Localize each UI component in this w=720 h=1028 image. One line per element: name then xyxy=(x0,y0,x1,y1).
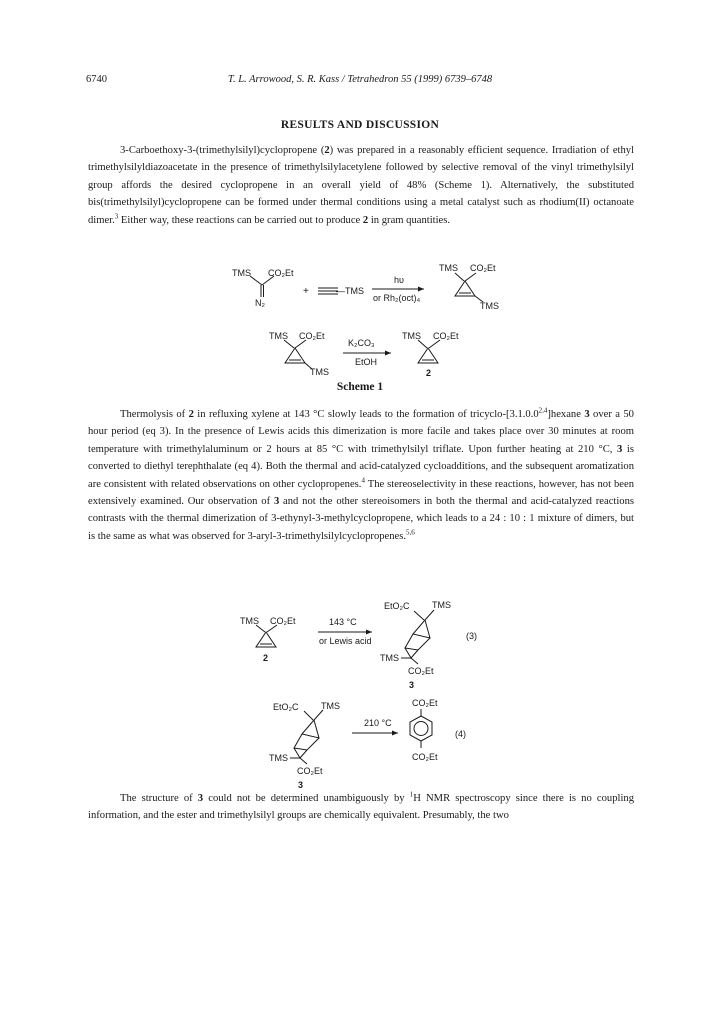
tms-label: TMS xyxy=(269,331,288,341)
n2-label: N₂ xyxy=(255,298,265,308)
equation-number: (3) xyxy=(466,631,477,641)
scheme-caption: Scheme 1 xyxy=(336,381,384,393)
text-run: The stereoselectivity in these reactions, however, has not been extensively examined. Our observation of xyxy=(88,478,634,508)
compound-ref: 2 xyxy=(324,145,330,156)
tms-label: —TMS xyxy=(336,286,364,296)
compound-ref: 3 xyxy=(617,443,623,455)
arrow-head xyxy=(392,731,398,736)
text-run: ]hexane xyxy=(547,409,585,420)
tms-label: TMS xyxy=(269,753,288,763)
text-run: over a 50 hour period (eq 3). In the presence of Lewis acids this dimerization is more facile and takes place over 30 minutes at room temperature with trimethylaluminum or 2 hours at 85 °C with trimethylsilyl triflate. Upon further heating at 210 °C, xyxy=(88,409,634,455)
tms-label: TMS xyxy=(439,263,458,273)
text-run: Either way, these reactions can be carried out to produce xyxy=(118,214,363,226)
text-run: in gram quantities. xyxy=(368,214,451,226)
superscript: 1 xyxy=(409,790,414,799)
cyclopropene-ring xyxy=(256,632,276,647)
section-title: RESULTS AND DISCUSSION xyxy=(280,119,440,131)
benzene-ring xyxy=(410,716,432,741)
page-number: 6740 xyxy=(86,74,107,85)
bond xyxy=(300,758,307,764)
text-run: in refluxing xylene at 143 °C slowly leads to the formation of tricyclo-[3.1.0.0 xyxy=(193,409,539,420)
co2et-label: CO₂Et xyxy=(412,752,438,762)
cyclopropane-ring xyxy=(302,720,319,738)
co2et-label: CO₂Et xyxy=(433,331,459,341)
compound-ref: 2 xyxy=(188,409,194,420)
tms-label: TMS xyxy=(232,268,251,278)
arrow-head xyxy=(366,630,372,635)
co2et-label: CO₂Et xyxy=(470,263,496,273)
text-run: 3-Carboethoxy-3-(trimethylsilyl)cyclopropene ( xyxy=(120,145,325,156)
cyclopropane-ring xyxy=(413,620,430,638)
paragraph-3 xyxy=(88,790,634,825)
bond xyxy=(314,710,323,720)
compound-ref: 3 xyxy=(197,793,204,804)
tms-label: TMS xyxy=(321,701,340,711)
arrow-reagent: or Lewis acid xyxy=(319,636,372,646)
compound-number: 2 xyxy=(426,368,432,378)
aromatic-circle xyxy=(414,722,428,736)
text-run: and not the other stereoisomers in both the thermal and acid-catalyzed reactions contrasts with the thermal dimerization of 3-ethynyl-3-methylcyclopropene, which leads to a 24 : 10 : 1 mixture of dimers, but is the same as what was observed for 3-aryl-3-trimethylsilylcyclopropenes. xyxy=(88,496,635,542)
superscript: 2,4 xyxy=(538,406,548,415)
bond xyxy=(425,610,434,620)
co2et-label: CO₂Et xyxy=(299,331,325,341)
text-run: Thermolysis of xyxy=(120,409,189,420)
citation: 3 xyxy=(114,212,119,221)
citation: 4 xyxy=(361,476,365,485)
ring-bond xyxy=(294,734,319,750)
compound-number: 2 xyxy=(263,653,269,663)
co2et-label: CO₂Et xyxy=(412,698,438,708)
arrow-reagent: or Rh₂(oct)₄ xyxy=(373,293,421,303)
compound-ref: 3 xyxy=(584,409,590,420)
bond xyxy=(304,711,313,720)
text-run: The structure of xyxy=(120,793,198,804)
text-run: H NMR spectroscopy since there is no coupling information, and the ester and trimethylsilyl groups are chemically equivalent. Presumably, the two xyxy=(88,793,634,822)
compound-number: 3 xyxy=(298,780,304,790)
tms-label: TMS xyxy=(432,600,451,610)
arrow-reagent: 210 °C xyxy=(364,718,392,728)
co2et-label: CO₂Et xyxy=(408,666,434,676)
arrow-reagent: K₂CO₃ xyxy=(348,338,375,348)
bond xyxy=(256,625,265,632)
tms-label: TMS xyxy=(310,367,329,377)
bond xyxy=(414,611,424,620)
text-run: could not be determined unambiguously by xyxy=(203,793,410,804)
tms-label: TMS xyxy=(380,653,399,663)
citation: 5,6 xyxy=(406,528,415,537)
running-title: T. L. Arrowood, S. R. Kass / Tetrahedron 55 (1999) 6739–6748 xyxy=(227,74,493,85)
arrow-reagent: EtOH xyxy=(355,357,378,367)
bond xyxy=(411,658,418,664)
text-run: ) was prepared in a reasonably efficient sequence. Irradiation of ethyl trimethylsilyldiazoacetate in the presence of trimethylsilylacetylene followed by selective removal of the vinyl trimethylsilyl group affords the desired cyclopropene in an overall yield of 48% (Scheme 1). Alternatively, the substituted bis(trimethylsilyl)cyclopropene can be formed under thermal conditions using a metal catalyst such as rhodium(II) octanoate dimer. xyxy=(88,145,635,226)
compound-number: 3 xyxy=(409,680,415,690)
bond xyxy=(267,625,277,632)
compound-ref: 2 xyxy=(362,214,369,226)
ring-bond xyxy=(405,634,430,650)
tms-label: TMS xyxy=(240,616,259,626)
arrow-reagent: hυ xyxy=(394,275,404,285)
eto2c-label: EtO₂C xyxy=(384,601,410,611)
tms-label: TMS xyxy=(480,301,499,311)
equation-number: (4) xyxy=(455,729,466,739)
text-run: is converted to diethyl terephthalate (eq 4). Both the thermal and acid-catalyzed cycloadditions, and the subsequent aromatization are consistent with related observations on other cyclopropenes. xyxy=(88,443,634,490)
eto2c-label: EtO₂C xyxy=(273,702,299,712)
tms-label: TMS xyxy=(402,331,421,341)
plus-sign: + xyxy=(303,286,309,297)
co2et-label: CO₂Et xyxy=(268,268,294,278)
co2et-label: CO₂Et xyxy=(297,766,323,776)
compound-ref: 3 xyxy=(273,496,280,508)
arrow-reagent: 143 °C xyxy=(329,617,357,627)
co2et-label: CO₂Et xyxy=(270,616,296,626)
